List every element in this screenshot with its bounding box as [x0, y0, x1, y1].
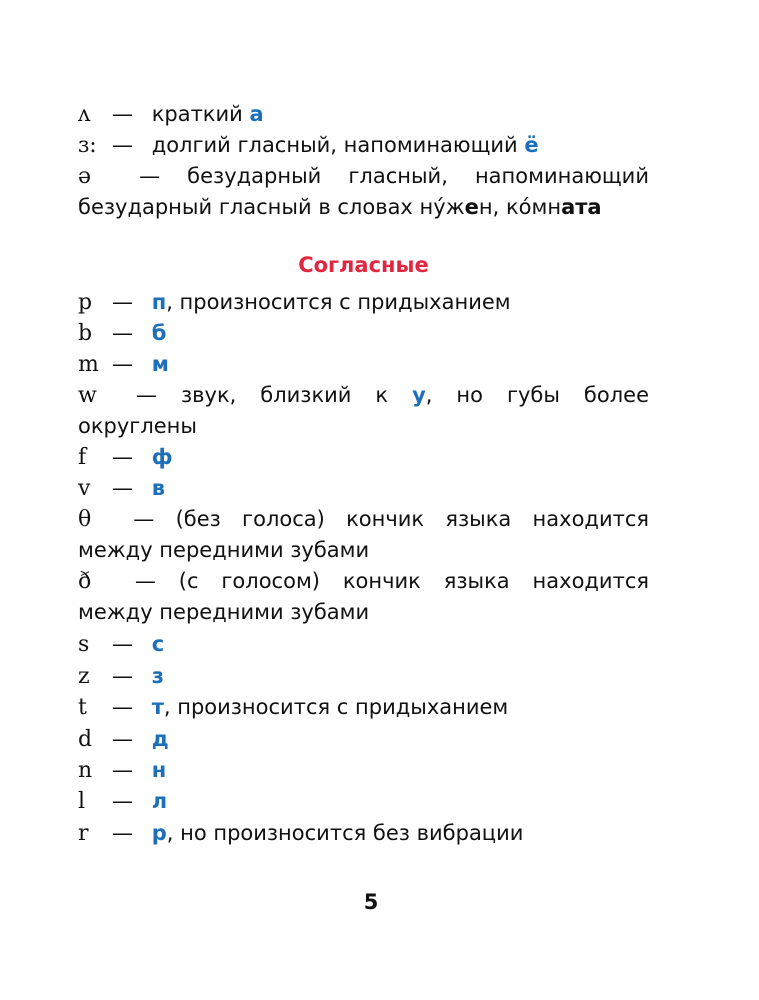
consonant-line [78, 566, 649, 597]
dash: — [112, 352, 133, 376]
dash: — [112, 821, 133, 845]
description-continued: округлены [78, 414, 197, 438]
consonant-line-continuation [78, 411, 649, 442]
dash: — [112, 321, 133, 345]
russian-equivalent: р [151, 821, 167, 845]
description: (с голосом) кончик языка находится [178, 569, 649, 593]
russian-equivalent: т [151, 695, 164, 719]
russian-equivalent: н [151, 758, 167, 782]
russian-equivalent: з [151, 664, 164, 688]
description: звук, близкий к [180, 383, 413, 407]
dash: — [112, 445, 133, 469]
dash: — [134, 569, 156, 593]
russian-equivalent: л [151, 789, 168, 813]
vowel-line-continuation [78, 192, 649, 223]
phonetic-symbol: b [78, 321, 93, 346]
dash: — [112, 695, 133, 719]
dash: — [112, 727, 133, 751]
dash: — [112, 133, 133, 157]
description-continued: между передними зубами [78, 538, 370, 562]
russian-equivalent: у [412, 383, 426, 407]
page [78, 0, 649, 1000]
russian-equivalent: б [151, 321, 167, 345]
description-continued: между передними зубами [78, 600, 370, 624]
dash: — [112, 102, 133, 126]
russian-equivalent: а [249, 102, 264, 126]
phonetic-symbol: n [78, 758, 93, 783]
phonetic-symbol: w [78, 383, 97, 408]
example-word-stress: ата [561, 195, 602, 219]
dash: — [112, 789, 133, 813]
russian-equivalent: с [151, 632, 165, 656]
description-continued: безударный гласный в словах [78, 195, 420, 219]
phonetic-symbol: s [78, 632, 90, 657]
consonant-line-continuation [78, 535, 649, 566]
description: , но губы более [425, 383, 649, 407]
phonetic-symbol: d [78, 727, 93, 752]
consonant-line [78, 692, 649, 723]
example-word-part: ко́мн [505, 195, 562, 219]
consonant-line [78, 629, 649, 660]
dash: — [135, 383, 157, 407]
consonant-line [78, 818, 649, 849]
description: , произносится с придыханием [163, 695, 509, 719]
description: безударный гласный, напоминающий [187, 164, 649, 188]
phonetic-symbol: v [78, 476, 91, 501]
phonetic-symbol: t [78, 695, 87, 720]
vowel-line [78, 99, 649, 130]
dash: — [112, 476, 133, 500]
phonetic-symbol: ð [78, 569, 92, 594]
example-word-part: н, [478, 195, 506, 219]
consonant-line [78, 724, 649, 755]
dash: — [112, 290, 133, 314]
consonant-line [78, 442, 649, 473]
description: долгий гласный, напоминающий [151, 133, 518, 157]
example-word-part: ну́ж [419, 195, 465, 219]
consonant-line [78, 786, 649, 817]
dash: — [133, 507, 155, 531]
example-word-stress: е [464, 195, 479, 219]
description: краткий [151, 102, 243, 126]
russian-equivalent: м [151, 352, 169, 376]
phonetic-symbol: ʌ [78, 102, 91, 127]
section-heading: Согласные [298, 253, 429, 277]
vowel-line [78, 161, 649, 192]
phonetic-symbol: ɜ: [78, 133, 97, 158]
dash: — [112, 632, 133, 656]
phonetic-symbol: l [78, 789, 86, 814]
description: , но произносится без вибрации [166, 821, 524, 845]
consonant-line [78, 349, 649, 380]
description: , произносится с придыханием [166, 290, 511, 314]
consonant-line [78, 755, 649, 786]
russian-equivalent: в [151, 476, 165, 500]
phonetic-symbol: z [78, 664, 90, 689]
phonetic-symbol: m [78, 352, 99, 377]
consonant-line [78, 287, 649, 318]
consonant-line [78, 473, 649, 504]
description: (без голоса) кончик языка находится [175, 507, 650, 531]
consonant-line [78, 661, 649, 692]
dash: — [112, 758, 133, 782]
page-number: 5 [363, 890, 379, 914]
phonetic-symbol: f [78, 445, 87, 470]
phonetic-symbol: r [78, 821, 89, 846]
consonant-line [78, 504, 649, 535]
dash: — [139, 164, 161, 188]
russian-equivalent: ф [151, 445, 173, 469]
phonetic-symbol: ə [78, 164, 92, 189]
russian-equivalent: ё [524, 133, 539, 157]
vowel-line [78, 130, 649, 161]
russian-equivalent: д [151, 727, 169, 751]
consonant-line [78, 380, 649, 411]
phonetic-symbol: θ [78, 507, 92, 532]
russian-equivalent: п [151, 290, 167, 314]
dash: — [112, 664, 133, 688]
consonant-line [78, 318, 649, 349]
phonetic-symbol: p [78, 290, 93, 315]
consonant-line-continuation [78, 597, 649, 628]
